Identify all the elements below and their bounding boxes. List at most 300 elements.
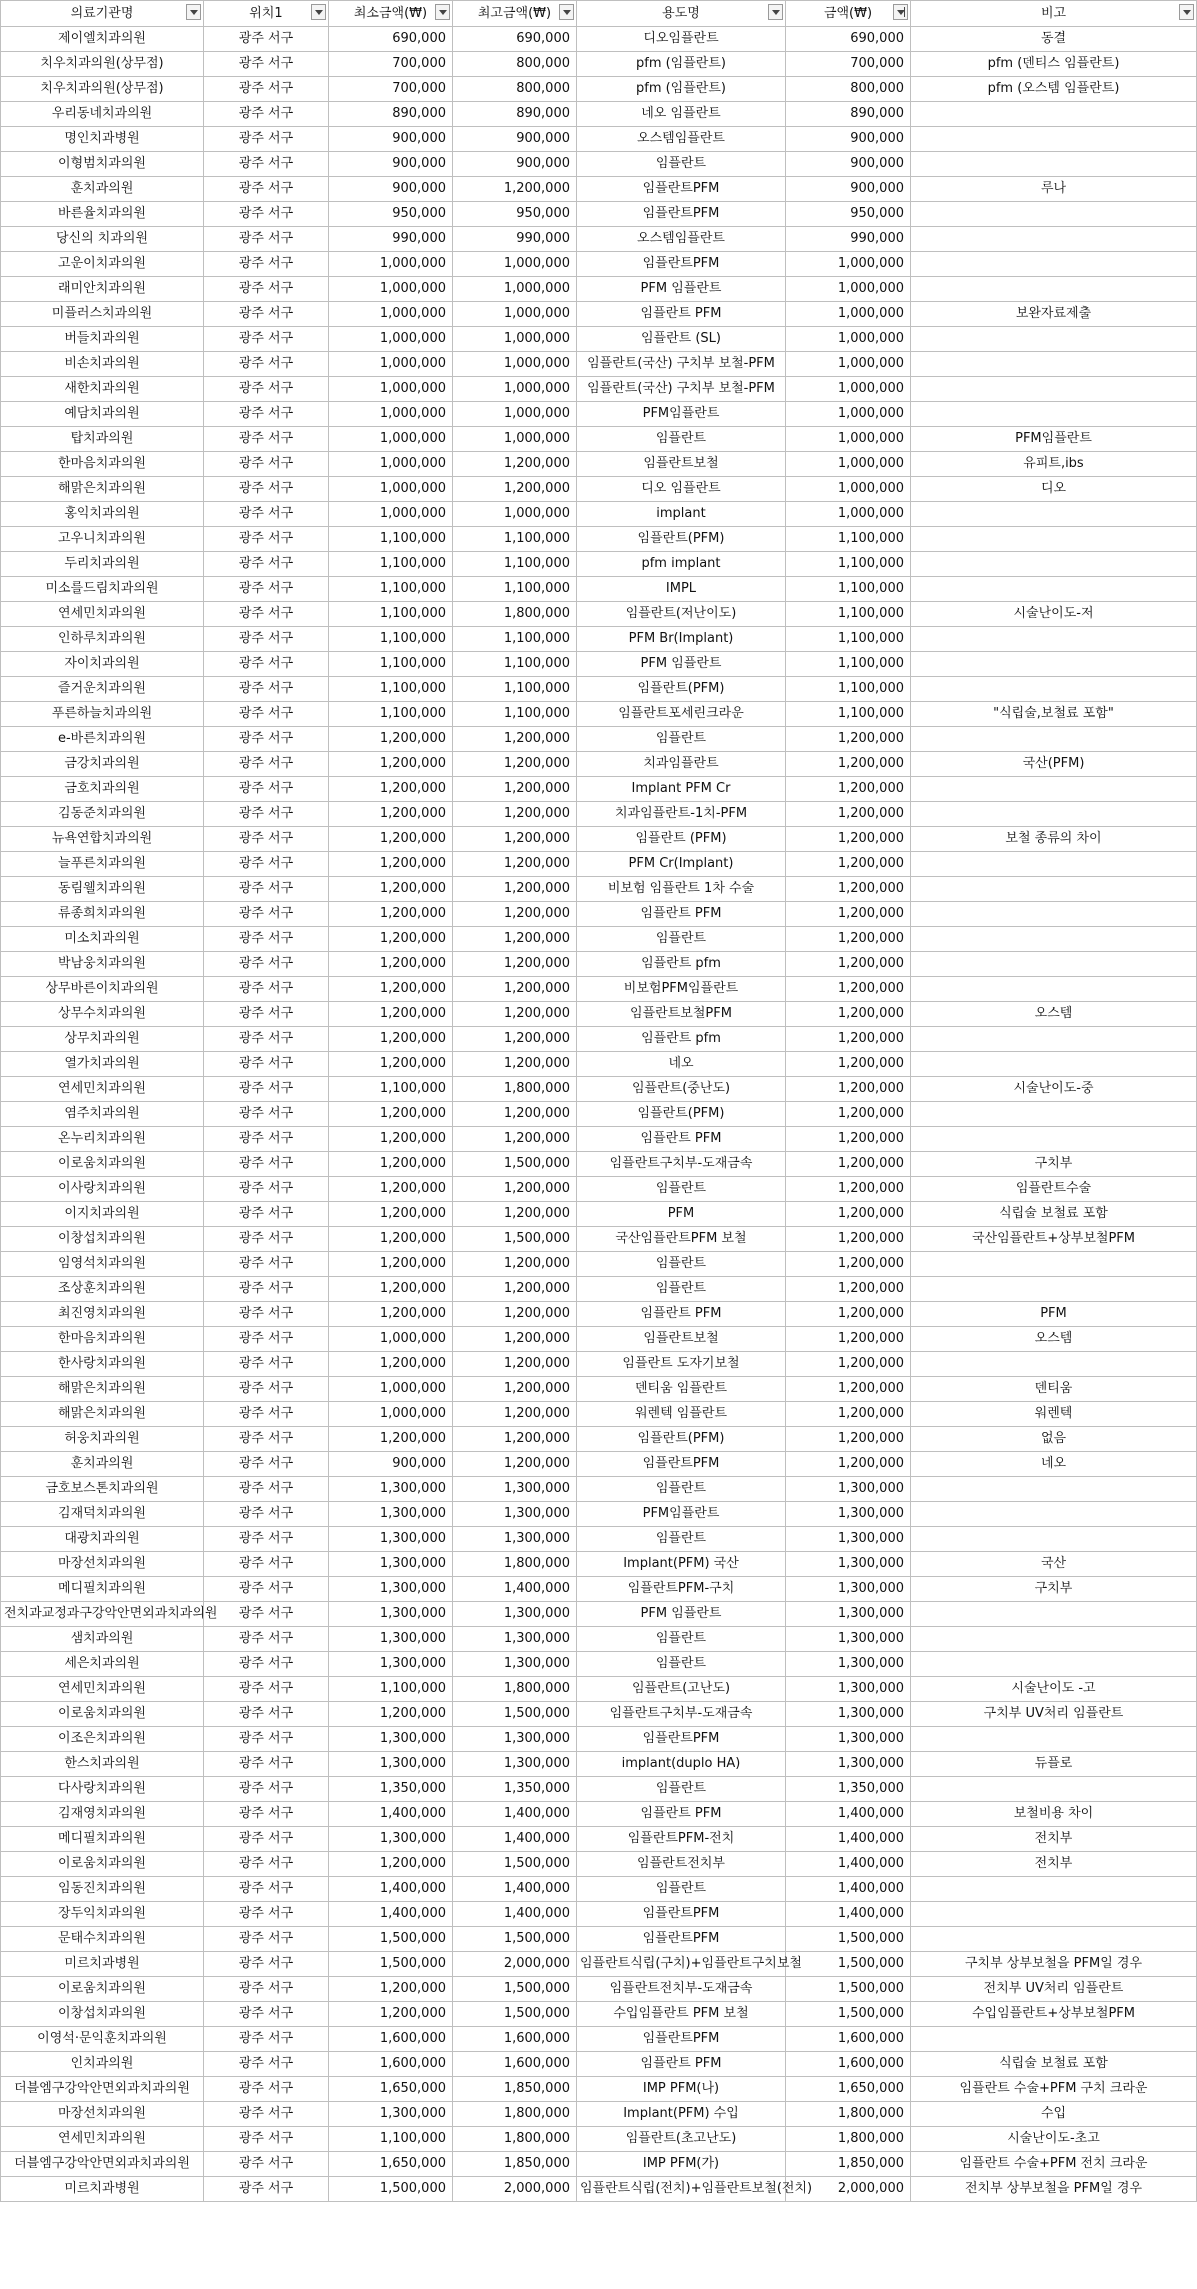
cell-hospital-name[interactable]: 장두익치과의원 bbox=[1, 1902, 204, 1927]
cell-hospital-name[interactable]: 제이엘치과의원 bbox=[1, 27, 204, 52]
cell-usage-name[interactable]: 비보험 임플란트 1차 수술 bbox=[577, 877, 786, 902]
cell-min-price[interactable]: 900,000 bbox=[329, 127, 453, 152]
cell-price[interactable]: 1,100,000 bbox=[786, 652, 911, 677]
cell-price[interactable]: 1,000,000 bbox=[786, 277, 911, 302]
cell-hospital-name[interactable]: 이지치과의원 bbox=[1, 1202, 204, 1227]
cell-max-price[interactable]: 1,300,000 bbox=[453, 1627, 577, 1652]
cell-price[interactable]: 1,350,000 bbox=[786, 1777, 911, 1802]
cell-min-price[interactable]: 990,000 bbox=[329, 227, 453, 252]
cell-hospital-name[interactable]: 연세민치과의원 bbox=[1, 2127, 204, 2152]
cell-price[interactable]: 1,200,000 bbox=[786, 1202, 911, 1227]
cell-max-price[interactable]: 2,000,000 bbox=[453, 1952, 577, 1977]
cell-min-price[interactable]: 1,100,000 bbox=[329, 602, 453, 627]
cell-price[interactable]: 1,200,000 bbox=[786, 902, 911, 927]
cell-usage-name[interactable]: 임플란트PFM bbox=[577, 177, 786, 202]
cell-location[interactable]: 광주 서구 bbox=[204, 402, 329, 427]
cell-hospital-name[interactable]: 열가치과의원 bbox=[1, 1052, 204, 1077]
cell-location[interactable]: 광주 서구 bbox=[204, 2152, 329, 2177]
cell-location[interactable]: 광주 서구 bbox=[204, 1152, 329, 1177]
cell-usage-name[interactable]: 임플란트포세린크라운 bbox=[577, 702, 786, 727]
cell-hospital-name[interactable]: 금호보스톤치과의원 bbox=[1, 1477, 204, 1502]
cell-price[interactable]: 1,200,000 bbox=[786, 977, 911, 1002]
cell-location[interactable]: 광주 서구 bbox=[204, 127, 329, 152]
cell-min-price[interactable]: 1,000,000 bbox=[329, 302, 453, 327]
cell-min-price[interactable]: 1,000,000 bbox=[329, 277, 453, 302]
cell-note[interactable]: 시술난이도 -고 bbox=[911, 1677, 1197, 1702]
cell-min-price[interactable]: 1,100,000 bbox=[329, 1677, 453, 1702]
cell-price[interactable]: 1,100,000 bbox=[786, 702, 911, 727]
cell-location[interactable]: 광주 서구 bbox=[204, 877, 329, 902]
cell-usage-name[interactable]: 임플란트(PFM) bbox=[577, 1427, 786, 1452]
cell-location[interactable]: 광주 서구 bbox=[204, 677, 329, 702]
cell-max-price[interactable]: 1,200,000 bbox=[453, 177, 577, 202]
cell-location[interactable]: 광주 서구 bbox=[204, 777, 329, 802]
cell-location[interactable]: 광주 서구 bbox=[204, 852, 329, 877]
cell-hospital-name[interactable]: 상무바른이치과의원 bbox=[1, 977, 204, 1002]
cell-note[interactable] bbox=[911, 202, 1197, 227]
column-header[interactable] bbox=[1, 1, 204, 27]
cell-hospital-name[interactable]: 메디필치과의원 bbox=[1, 1827, 204, 1852]
cell-hospital-name[interactable]: 임동진치과의원 bbox=[1, 1877, 204, 1902]
cell-max-price[interactable]: 1,500,000 bbox=[453, 1927, 577, 1952]
cell-location[interactable]: 광주 서구 bbox=[204, 1027, 329, 1052]
cell-min-price[interactable]: 1,100,000 bbox=[329, 2127, 453, 2152]
cell-hospital-name[interactable]: 마장선치과의원 bbox=[1, 1552, 204, 1577]
cell-usage-name[interactable]: 임플란트 (PFM) bbox=[577, 827, 786, 852]
cell-usage-name[interactable]: 임플란트 pfm bbox=[577, 1027, 786, 1052]
cell-location[interactable]: 광주 서구 bbox=[204, 1877, 329, 1902]
cell-min-price[interactable]: 1,650,000 bbox=[329, 2077, 453, 2102]
cell-max-price[interactable]: 1,100,000 bbox=[453, 527, 577, 552]
cell-hospital-name[interactable]: 더블엠구강악안면외과치과의원 bbox=[1, 2077, 204, 2102]
cell-price[interactable]: 1,200,000 bbox=[786, 952, 911, 977]
cell-usage-name[interactable]: IMP PFM(나) bbox=[577, 2077, 786, 2102]
cell-max-price[interactable]: 1,800,000 bbox=[453, 1077, 577, 1102]
cell-max-price[interactable]: 900,000 bbox=[453, 127, 577, 152]
cell-usage-name[interactable]: PFM Br(Implant) bbox=[577, 627, 786, 652]
cell-location[interactable]: 광주 서구 bbox=[204, 427, 329, 452]
cell-max-price[interactable]: 1,200,000 bbox=[453, 1177, 577, 1202]
cell-usage-name[interactable]: implant bbox=[577, 502, 786, 527]
cell-max-price[interactable]: 1,500,000 bbox=[453, 1152, 577, 1177]
cell-price[interactable]: 1,200,000 bbox=[786, 827, 911, 852]
cell-usage-name[interactable]: 임플란트보철PFM bbox=[577, 1002, 786, 1027]
cell-hospital-name[interactable]: 해맑은치과의원 bbox=[1, 1377, 204, 1402]
cell-max-price[interactable]: 2,000,000 bbox=[453, 2177, 577, 2202]
cell-max-price[interactable]: 690,000 bbox=[453, 27, 577, 52]
cell-max-price[interactable]: 1,200,000 bbox=[453, 852, 577, 877]
cell-note[interactable]: pfm (오스템 임플란트) bbox=[911, 77, 1197, 102]
cell-usage-name[interactable]: PFM 임플란트 bbox=[577, 277, 786, 302]
cell-hospital-name[interactable]: 한스치과의원 bbox=[1, 1752, 204, 1777]
cell-usage-name[interactable]: PFM Cr(Implant) bbox=[577, 852, 786, 877]
cell-location[interactable]: 광주 서구 bbox=[204, 1202, 329, 1227]
cell-location[interactable]: 광주 서구 bbox=[204, 2002, 329, 2027]
cell-usage-name[interactable]: 임플란트 PFM bbox=[577, 1302, 786, 1327]
cell-hospital-name[interactable]: 늘푸른치과의원 bbox=[1, 852, 204, 877]
cell-price[interactable]: 1,000,000 bbox=[786, 502, 911, 527]
cell-price[interactable]: 1,200,000 bbox=[786, 927, 911, 952]
column-header[interactable] bbox=[329, 1, 453, 27]
cell-usage-name[interactable]: Implant PFM Cr bbox=[577, 777, 786, 802]
cell-price[interactable]: 950,000 bbox=[786, 202, 911, 227]
cell-note[interactable] bbox=[911, 1627, 1197, 1652]
cell-max-price[interactable]: 1,600,000 bbox=[453, 2052, 577, 2077]
cell-min-price[interactable]: 900,000 bbox=[329, 177, 453, 202]
cell-hospital-name[interactable]: 훈치과의원 bbox=[1, 1452, 204, 1477]
cell-hospital-name[interactable]: 이로움치과의원 bbox=[1, 1852, 204, 1877]
cell-usage-name[interactable]: 임플란트 bbox=[577, 1277, 786, 1302]
cell-location[interactable]: 광주 서구 bbox=[204, 327, 329, 352]
cell-hospital-name[interactable]: 미플러스치과의원 bbox=[1, 302, 204, 327]
cell-usage-name[interactable]: 임플란트구치부-도재금속 bbox=[577, 1702, 786, 1727]
cell-note[interactable]: 보완자료제출 bbox=[911, 302, 1197, 327]
cell-price[interactable]: 1,200,000 bbox=[786, 1327, 911, 1352]
cell-hospital-name[interactable]: 두리치과의원 bbox=[1, 552, 204, 577]
cell-price[interactable]: 1,200,000 bbox=[786, 1452, 911, 1477]
cell-usage-name[interactable]: Implant(PFM) 국산 bbox=[577, 1552, 786, 1577]
cell-min-price[interactable]: 1,200,000 bbox=[329, 1227, 453, 1252]
cell-note[interactable] bbox=[911, 727, 1197, 752]
cell-price[interactable]: 1,000,000 bbox=[786, 252, 911, 277]
cell-max-price[interactable]: 1,200,000 bbox=[453, 902, 577, 927]
cell-usage-name[interactable]: 임플란트 bbox=[577, 427, 786, 452]
cell-max-price[interactable]: 1,800,000 bbox=[453, 1552, 577, 1577]
cell-hospital-name[interactable]: 허웅치과의원 bbox=[1, 1427, 204, 1452]
cell-min-price[interactable]: 1,100,000 bbox=[329, 652, 453, 677]
cell-min-price[interactable]: 1,200,000 bbox=[329, 1102, 453, 1127]
cell-usage-name[interactable]: 임플란트식립(전치)+임플란트보철(전치) bbox=[577, 2177, 786, 2202]
cell-note[interactable]: 임플란트 수술+PFM 전치 크라운 bbox=[911, 2152, 1197, 2177]
cell-location[interactable]: 광주 서구 bbox=[204, 1852, 329, 1877]
cell-location[interactable]: 광주 서구 bbox=[204, 1577, 329, 1602]
cell-hospital-name[interactable]: 바른율치과의원 bbox=[1, 202, 204, 227]
filter-dropdown-icon[interactable] bbox=[435, 4, 450, 20]
cell-note[interactable] bbox=[911, 802, 1197, 827]
cell-min-price[interactable]: 1,400,000 bbox=[329, 1802, 453, 1827]
cell-max-price[interactable]: 1,400,000 bbox=[453, 1802, 577, 1827]
cell-price[interactable]: 1,200,000 bbox=[786, 1377, 911, 1402]
cell-hospital-name[interactable]: 푸른하늘치과의원 bbox=[1, 702, 204, 727]
cell-price[interactable]: 800,000 bbox=[786, 77, 911, 102]
cell-hospital-name[interactable]: 치우치과의원(상무점) bbox=[1, 52, 204, 77]
cell-hospital-name[interactable]: 메디필치과의원 bbox=[1, 1577, 204, 1602]
cell-location[interactable]: 광주 서구 bbox=[204, 302, 329, 327]
cell-price[interactable]: 1,800,000 bbox=[786, 2127, 911, 2152]
cell-price[interactable]: 1,200,000 bbox=[786, 1352, 911, 1377]
cell-hospital-name[interactable]: 이창섭치과의원 bbox=[1, 1227, 204, 1252]
cell-min-price[interactable]: 1,000,000 bbox=[329, 252, 453, 277]
cell-location[interactable]: 광주 서구 bbox=[204, 552, 329, 577]
cell-usage-name[interactable]: PFM임플란트 bbox=[577, 1502, 786, 1527]
cell-min-price[interactable]: 1,300,000 bbox=[329, 1627, 453, 1652]
cell-usage-name[interactable]: 임플란트 PFM bbox=[577, 302, 786, 327]
cell-note[interactable] bbox=[911, 1652, 1197, 1677]
cell-note[interactable] bbox=[911, 502, 1197, 527]
cell-max-price[interactable]: 1,200,000 bbox=[453, 1302, 577, 1327]
cell-usage-name[interactable]: pfm (임플란트) bbox=[577, 52, 786, 77]
cell-max-price[interactable]: 1,800,000 bbox=[453, 2127, 577, 2152]
cell-note[interactable] bbox=[911, 1902, 1197, 1927]
cell-note[interactable]: 국산 bbox=[911, 1552, 1197, 1577]
cell-usage-name[interactable]: 임플란트(저난이도) bbox=[577, 602, 786, 627]
cell-price[interactable]: 900,000 bbox=[786, 152, 911, 177]
cell-min-price[interactable]: 1,100,000 bbox=[329, 552, 453, 577]
cell-hospital-name[interactable]: 최진영치과의원 bbox=[1, 1302, 204, 1327]
cell-min-price[interactable]: 1,100,000 bbox=[329, 702, 453, 727]
cell-note[interactable]: 시술난이도-저 bbox=[911, 602, 1197, 627]
cell-hospital-name[interactable]: 한사랑치과의원 bbox=[1, 1352, 204, 1377]
cell-min-price[interactable]: 1,200,000 bbox=[329, 752, 453, 777]
cell-min-price[interactable]: 1,300,000 bbox=[329, 1827, 453, 1852]
cell-hospital-name[interactable]: 해맑은치과의원 bbox=[1, 477, 204, 502]
cell-max-price[interactable]: 1,200,000 bbox=[453, 1352, 577, 1377]
cell-min-price[interactable]: 1,100,000 bbox=[329, 527, 453, 552]
cell-max-price[interactable]: 1,200,000 bbox=[453, 477, 577, 502]
cell-min-price[interactable]: 1,100,000 bbox=[329, 1077, 453, 1102]
cell-location[interactable]: 광주 서구 bbox=[204, 527, 329, 552]
cell-note[interactable]: 식립술 보철료 포함 bbox=[911, 2052, 1197, 2077]
cell-max-price[interactable]: 1,300,000 bbox=[453, 1527, 577, 1552]
cell-max-price[interactable]: 1,200,000 bbox=[453, 752, 577, 777]
cell-price[interactable]: 1,100,000 bbox=[786, 527, 911, 552]
cell-hospital-name[interactable]: 연세민치과의원 bbox=[1, 602, 204, 627]
cell-price[interactable]: 1,200,000 bbox=[786, 1427, 911, 1452]
cell-hospital-name[interactable]: 전치과교정과구강악안면외과치과의원 bbox=[1, 1602, 204, 1627]
cell-usage-name[interactable]: 오스템임플란트 bbox=[577, 127, 786, 152]
cell-price[interactable]: 1,850,000 bbox=[786, 2152, 911, 2177]
cell-usage-name[interactable]: 덴티움 임플란트 bbox=[577, 1377, 786, 1402]
cell-location[interactable]: 광주 서구 bbox=[204, 252, 329, 277]
cell-min-price[interactable]: 1,200,000 bbox=[329, 852, 453, 877]
cell-note[interactable] bbox=[911, 1252, 1197, 1277]
cell-hospital-name[interactable]: 이창섭치과의원 bbox=[1, 2002, 204, 2027]
cell-price[interactable]: 1,300,000 bbox=[786, 1727, 911, 1752]
cell-usage-name[interactable]: 임플란트(PFM) bbox=[577, 527, 786, 552]
cell-max-price[interactable]: 1,850,000 bbox=[453, 2152, 577, 2177]
cell-min-price[interactable]: 1,000,000 bbox=[329, 452, 453, 477]
cell-note[interactable]: 임플란트수술 bbox=[911, 1177, 1197, 1202]
cell-hospital-name[interactable]: 샘치과의원 bbox=[1, 1627, 204, 1652]
cell-location[interactable]: 광주 서구 bbox=[204, 1752, 329, 1777]
cell-note[interactable]: 임플란트 수술+PFM 구치 크라운 bbox=[911, 2077, 1197, 2102]
cell-hospital-name[interactable]: 우리동네치과의원 bbox=[1, 102, 204, 127]
cell-max-price[interactable]: 1,500,000 bbox=[453, 1702, 577, 1727]
cell-hospital-name[interactable]: 래미안치과의원 bbox=[1, 277, 204, 302]
cell-min-price[interactable]: 1,000,000 bbox=[329, 377, 453, 402]
cell-min-price[interactable]: 1,200,000 bbox=[329, 727, 453, 752]
cell-price[interactable]: 1,200,000 bbox=[786, 1402, 911, 1427]
cell-min-price[interactable]: 1,650,000 bbox=[329, 2152, 453, 2177]
cell-location[interactable]: 광주 서구 bbox=[204, 1177, 329, 1202]
cell-hospital-name[interactable]: 예담치과의원 bbox=[1, 402, 204, 427]
cell-price[interactable]: 1,200,000 bbox=[786, 1227, 911, 1252]
cell-min-price[interactable]: 890,000 bbox=[329, 102, 453, 127]
cell-hospital-name[interactable]: 금강치과의원 bbox=[1, 752, 204, 777]
cell-min-price[interactable]: 1,100,000 bbox=[329, 577, 453, 602]
filter-dropdown-icon[interactable] bbox=[768, 4, 783, 20]
cell-price[interactable]: 1,300,000 bbox=[786, 1502, 911, 1527]
cell-note[interactable]: 보철비용 차이 bbox=[911, 1802, 1197, 1827]
cell-note[interactable] bbox=[911, 1052, 1197, 1077]
cell-price[interactable]: 1,000,000 bbox=[786, 427, 911, 452]
sort-filter-icon[interactable] bbox=[893, 4, 908, 20]
cell-hospital-name[interactable]: 이로움치과의원 bbox=[1, 1977, 204, 2002]
cell-price[interactable]: 1,000,000 bbox=[786, 452, 911, 477]
cell-min-price[interactable]: 1,200,000 bbox=[329, 1252, 453, 1277]
cell-price[interactable]: 1,000,000 bbox=[786, 402, 911, 427]
cell-usage-name[interactable]: PFM 임플란트 bbox=[577, 1602, 786, 1627]
cell-location[interactable]: 광주 서구 bbox=[204, 1402, 329, 1427]
cell-max-price[interactable]: 1,200,000 bbox=[453, 727, 577, 752]
cell-location[interactable]: 광주 서구 bbox=[204, 1902, 329, 1927]
cell-max-price[interactable]: 1,500,000 bbox=[453, 1977, 577, 2002]
cell-note[interactable] bbox=[911, 1277, 1197, 1302]
cell-min-price[interactable]: 1,000,000 bbox=[329, 1377, 453, 1402]
cell-usage-name[interactable]: 오스템임플란트 bbox=[577, 227, 786, 252]
cell-usage-name[interactable]: 임플란트 bbox=[577, 1527, 786, 1552]
cell-location[interactable]: 광주 서구 bbox=[204, 452, 329, 477]
cell-min-price[interactable]: 950,000 bbox=[329, 202, 453, 227]
cell-location[interactable]: 광주 서구 bbox=[204, 2052, 329, 2077]
cell-usage-name[interactable]: 임플란트PFM bbox=[577, 202, 786, 227]
cell-hospital-name[interactable]: 세은치과의원 bbox=[1, 1652, 204, 1677]
cell-price[interactable]: 1,500,000 bbox=[786, 1977, 911, 2002]
cell-hospital-name[interactable]: 연세민치과의원 bbox=[1, 1077, 204, 1102]
cell-max-price[interactable]: 1,200,000 bbox=[453, 1052, 577, 1077]
cell-location[interactable]: 광주 서구 bbox=[204, 1327, 329, 1352]
cell-note[interactable] bbox=[911, 252, 1197, 277]
cell-max-price[interactable]: 1,000,000 bbox=[453, 427, 577, 452]
cell-note[interactable] bbox=[911, 402, 1197, 427]
cell-hospital-name[interactable]: 한마음치과의원 bbox=[1, 452, 204, 477]
cell-usage-name[interactable]: 임플란트 PFM bbox=[577, 902, 786, 927]
cell-hospital-name[interactable]: 이형범치과의원 bbox=[1, 152, 204, 177]
cell-price[interactable]: 1,650,000 bbox=[786, 2077, 911, 2102]
cell-max-price[interactable]: 1,000,000 bbox=[453, 252, 577, 277]
cell-location[interactable]: 광주 서구 bbox=[204, 1677, 329, 1702]
cell-location[interactable]: 광주 서구 bbox=[204, 2027, 329, 2052]
cell-min-price[interactable]: 1,200,000 bbox=[329, 1702, 453, 1727]
cell-location[interactable]: 광주 서구 bbox=[204, 1477, 329, 1502]
cell-note[interactable] bbox=[911, 627, 1197, 652]
cell-note[interactable] bbox=[911, 1027, 1197, 1052]
cell-note[interactable]: 시술난이도-초고 bbox=[911, 2127, 1197, 2152]
cell-price[interactable]: 1,200,000 bbox=[786, 1177, 911, 1202]
cell-hospital-name[interactable]: 류종희치과의원 bbox=[1, 902, 204, 927]
cell-max-price[interactable]: 1,200,000 bbox=[453, 877, 577, 902]
cell-min-price[interactable]: 1,000,000 bbox=[329, 477, 453, 502]
cell-note[interactable] bbox=[911, 1602, 1197, 1627]
cell-usage-name[interactable]: 임플란트전치부-도재금속 bbox=[577, 1977, 786, 2002]
cell-min-price[interactable]: 1,200,000 bbox=[329, 1177, 453, 1202]
column-header[interactable] bbox=[786, 1, 911, 27]
cell-min-price[interactable]: 700,000 bbox=[329, 52, 453, 77]
cell-min-price[interactable]: 1,000,000 bbox=[329, 352, 453, 377]
cell-hospital-name[interactable]: 김재영치과의원 bbox=[1, 1802, 204, 1827]
cell-note[interactable] bbox=[911, 1927, 1197, 1952]
cell-note[interactable] bbox=[911, 127, 1197, 152]
cell-location[interactable]: 광주 서구 bbox=[204, 27, 329, 52]
cell-price[interactable]: 690,000 bbox=[786, 27, 911, 52]
cell-note[interactable] bbox=[911, 777, 1197, 802]
cell-max-price[interactable]: 1,100,000 bbox=[453, 552, 577, 577]
cell-hospital-name[interactable]: 다사랑치과의원 bbox=[1, 1777, 204, 1802]
cell-min-price[interactable]: 1,200,000 bbox=[329, 1302, 453, 1327]
cell-min-price[interactable]: 1,000,000 bbox=[329, 1327, 453, 1352]
cell-location[interactable]: 광주 서구 bbox=[204, 1627, 329, 1652]
cell-hospital-name[interactable]: 이영석·문익훈치과의원 bbox=[1, 2027, 204, 2052]
cell-max-price[interactable]: 1,200,000 bbox=[453, 827, 577, 852]
cell-hospital-name[interactable]: 한마음치과의원 bbox=[1, 1327, 204, 1352]
cell-note[interactable] bbox=[911, 277, 1197, 302]
cell-usage-name[interactable]: 임플란트PFM bbox=[577, 252, 786, 277]
cell-note[interactable]: "식립술,보철료 포함" bbox=[911, 702, 1197, 727]
cell-max-price[interactable]: 1,200,000 bbox=[453, 1002, 577, 1027]
cell-min-price[interactable]: 1,200,000 bbox=[329, 1352, 453, 1377]
cell-location[interactable]: 광주 서구 bbox=[204, 227, 329, 252]
filter-dropdown-icon[interactable] bbox=[186, 4, 201, 20]
cell-location[interactable]: 광주 서구 bbox=[204, 1227, 329, 1252]
cell-max-price[interactable]: 1,100,000 bbox=[453, 627, 577, 652]
column-header[interactable] bbox=[577, 1, 786, 27]
cell-note[interactable]: 구치부 상부보철을 PFM일 경우 bbox=[911, 1952, 1197, 1977]
cell-price[interactable]: 1,100,000 bbox=[786, 627, 911, 652]
cell-min-price[interactable]: 1,200,000 bbox=[329, 1277, 453, 1302]
cell-price[interactable]: 1,500,000 bbox=[786, 1927, 911, 1952]
cell-note[interactable] bbox=[911, 1352, 1197, 1377]
cell-note[interactable]: 수입임플란트+상부보철PFM bbox=[911, 2002, 1197, 2027]
cell-usage-name[interactable]: 임플란트 (SL) bbox=[577, 327, 786, 352]
cell-max-price[interactable]: 1,000,000 bbox=[453, 302, 577, 327]
cell-usage-name[interactable]: 네오 bbox=[577, 1052, 786, 1077]
cell-note[interactable]: 듀플로 bbox=[911, 1752, 1197, 1777]
cell-hospital-name[interactable]: 당신의 치과의원 bbox=[1, 227, 204, 252]
cell-max-price[interactable]: 1,200,000 bbox=[453, 777, 577, 802]
cell-note[interactable] bbox=[911, 2027, 1197, 2052]
cell-max-price[interactable]: 1,200,000 bbox=[453, 1027, 577, 1052]
cell-hospital-name[interactable]: e-바른치과의원 bbox=[1, 727, 204, 752]
cell-max-price[interactable]: 1,200,000 bbox=[453, 1127, 577, 1152]
cell-usage-name[interactable]: 임플란트 bbox=[577, 152, 786, 177]
cell-price[interactable]: 1,400,000 bbox=[786, 1902, 911, 1927]
cell-usage-name[interactable]: 임플란트PFM bbox=[577, 1902, 786, 1927]
cell-hospital-name[interactable]: 상무수치과의원 bbox=[1, 1002, 204, 1027]
cell-note[interactable]: pfm (덴티스 임플란트) bbox=[911, 52, 1197, 77]
cell-min-price[interactable]: 1,400,000 bbox=[329, 1902, 453, 1927]
cell-max-price[interactable]: 1,200,000 bbox=[453, 1202, 577, 1227]
cell-hospital-name[interactable]: 상무치과의원 bbox=[1, 1027, 204, 1052]
cell-min-price[interactable]: 1,300,000 bbox=[329, 1577, 453, 1602]
cell-usage-name[interactable]: 네오 임플란트 bbox=[577, 102, 786, 127]
cell-hospital-name[interactable]: 훈치과의원 bbox=[1, 177, 204, 202]
cell-min-price[interactable]: 1,000,000 bbox=[329, 327, 453, 352]
cell-usage-name[interactable]: 임플란트보철 bbox=[577, 452, 786, 477]
cell-price[interactable]: 1,000,000 bbox=[786, 302, 911, 327]
cell-max-price[interactable]: 1,300,000 bbox=[453, 1652, 577, 1677]
cell-min-price[interactable]: 1,100,000 bbox=[329, 627, 453, 652]
cell-price[interactable]: 1,100,000 bbox=[786, 552, 911, 577]
cell-note[interactable]: 전치부 UV처리 임플란트 bbox=[911, 1977, 1197, 2002]
cell-max-price[interactable]: 1,500,000 bbox=[453, 1852, 577, 1877]
cell-location[interactable]: 광주 서구 bbox=[204, 1552, 329, 1577]
cell-location[interactable]: 광주 서구 bbox=[204, 2077, 329, 2102]
cell-min-price[interactable]: 1,000,000 bbox=[329, 502, 453, 527]
cell-note[interactable]: 네오 bbox=[911, 1452, 1197, 1477]
cell-max-price[interactable]: 1,300,000 bbox=[453, 1752, 577, 1777]
cell-hospital-name[interactable]: 연세민치과의원 bbox=[1, 1677, 204, 1702]
cell-min-price[interactable]: 1,200,000 bbox=[329, 1002, 453, 1027]
